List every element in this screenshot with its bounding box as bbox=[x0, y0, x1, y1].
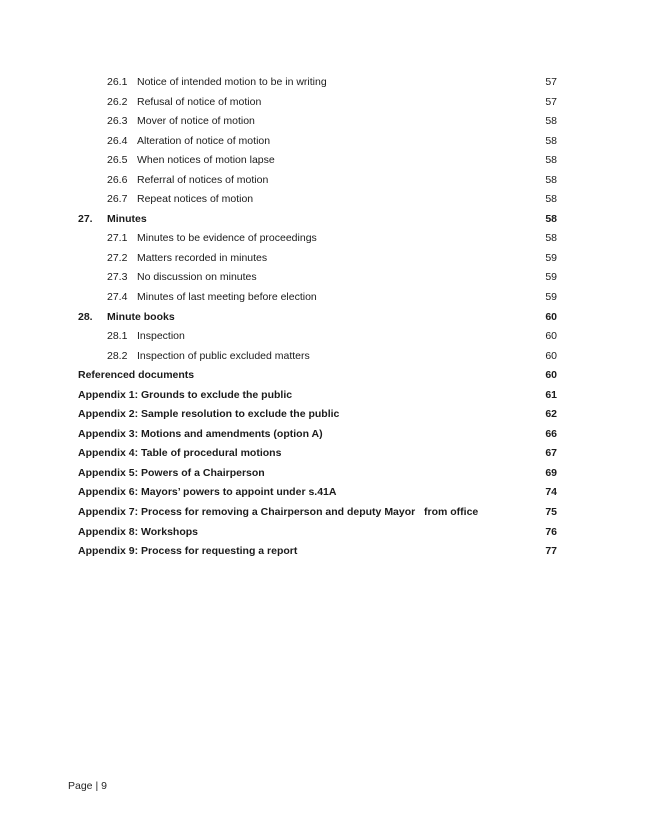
toc-row[interactable] bbox=[78, 542, 557, 562]
toc-entry-page: 75 bbox=[545, 503, 557, 523]
toc-entry-number: 28. bbox=[78, 310, 93, 323]
toc-entry-label: Referral of notices of motion bbox=[137, 173, 269, 186]
toc-entry-page: 58 bbox=[545, 112, 557, 132]
toc-entry-number: 26.4 bbox=[107, 134, 128, 147]
toc-entry-page: 57 bbox=[545, 93, 557, 113]
toc-entry-page: 58 bbox=[545, 229, 557, 249]
toc-row[interactable] bbox=[78, 327, 557, 347]
toc-row[interactable] bbox=[78, 503, 557, 523]
toc-entry-label: Appendix 3: Motions and amendments (option A) bbox=[78, 427, 323, 440]
toc-row[interactable] bbox=[78, 268, 557, 288]
toc-entry-number: 27.3 bbox=[107, 271, 128, 284]
toc-entry-page: 58 bbox=[545, 132, 557, 152]
toc-entry-label: Appendix 7: Process for removing a Chairperson and deputy Mayor from office bbox=[78, 506, 479, 519]
toc-entry-label: No discussion on minutes bbox=[137, 271, 257, 284]
toc-entry-page: 69 bbox=[545, 464, 557, 484]
toc-entry-label: Minute books bbox=[107, 310, 175, 323]
toc-entry-page: 74 bbox=[545, 483, 557, 503]
toc-entry-label: Appendix 9: Process for requesting a report bbox=[78, 545, 298, 558]
toc-entry-page: 76 bbox=[545, 523, 557, 543]
toc-row[interactable] bbox=[78, 132, 557, 152]
toc-entry-number: 28.2 bbox=[107, 349, 128, 362]
toc-entry-label: Minutes to be evidence of proceedings bbox=[137, 232, 317, 245]
toc-entry-page: 60 bbox=[545, 347, 557, 367]
toc-row[interactable] bbox=[78, 249, 557, 269]
toc-entry-number: 26.2 bbox=[107, 95, 128, 108]
toc-entry-page: 59 bbox=[545, 249, 557, 269]
toc-entry-page: 58 bbox=[545, 210, 557, 230]
toc-entry-page: 60 bbox=[545, 308, 557, 328]
toc-entry-label: When notices of motion lapse bbox=[137, 154, 275, 167]
toc-entry-number: 26.1 bbox=[107, 76, 128, 88]
toc-row[interactable] bbox=[78, 464, 557, 484]
toc-row[interactable] bbox=[78, 444, 557, 464]
toc-row[interactable] bbox=[78, 171, 557, 191]
toc-entry-label: Inspection of public excluded matters bbox=[137, 349, 310, 362]
toc-row[interactable] bbox=[78, 151, 557, 171]
toc-entry-page: 62 bbox=[545, 405, 557, 425]
toc-entry-number: 27.2 bbox=[107, 251, 128, 264]
toc-entry-page: 58 bbox=[545, 151, 557, 171]
toc-entry-label: Minutes of last meeting before election bbox=[137, 291, 317, 304]
toc-row[interactable] bbox=[78, 523, 557, 543]
toc-entry-page: 59 bbox=[545, 268, 557, 288]
toc-entry-label: Minutes bbox=[107, 212, 147, 225]
toc-entry-page: 77 bbox=[545, 542, 557, 562]
toc-entry-number: 26.6 bbox=[107, 173, 128, 186]
page-footer: Page | 9 bbox=[68, 780, 107, 792]
toc-entry-number: 27. bbox=[78, 212, 93, 225]
toc-row[interactable] bbox=[78, 73, 557, 93]
toc-entry-label: Appendix 4: Table of procedural motions bbox=[78, 447, 282, 460]
toc-row[interactable] bbox=[78, 229, 557, 249]
toc-row[interactable] bbox=[78, 112, 557, 132]
toc-entry-number: 26.7 bbox=[107, 193, 128, 206]
toc-entry-page: 61 bbox=[545, 386, 557, 406]
toc-entry-page: 60 bbox=[545, 327, 557, 347]
toc-entry-page: 57 bbox=[545, 73, 557, 93]
toc-entry-label: Appendix 5: Powers of a Chairperson bbox=[78, 466, 265, 479]
toc-entry-page: 58 bbox=[545, 171, 557, 191]
toc-row[interactable] bbox=[78, 93, 557, 113]
toc-entry-number: 27.4 bbox=[107, 291, 128, 304]
toc-entry-label: Refusal of notice of motion bbox=[137, 95, 262, 108]
table-of-contents bbox=[78, 73, 557, 562]
toc-entry-label: Appendix 2: Sample resolution to exclude the public bbox=[78, 408, 340, 421]
toc-entry-label: Appendix 8: Workshops bbox=[78, 525, 198, 538]
toc-entry-label: Inspection bbox=[137, 330, 185, 343]
toc-row[interactable] bbox=[78, 386, 557, 406]
toc-row[interactable] bbox=[78, 347, 557, 367]
toc-entry-page: 60 bbox=[545, 366, 557, 386]
toc-row[interactable] bbox=[78, 288, 557, 308]
toc-entry-label: Alteration of notice of motion bbox=[137, 134, 271, 147]
toc-entry-label: Mover of notice of motion bbox=[137, 115, 255, 128]
toc-entry-label: Notice of intended motion to be in writing bbox=[137, 76, 327, 88]
toc-entry-number: 27.1 bbox=[107, 232, 128, 245]
toc-entry-label: Referenced documents bbox=[78, 369, 195, 382]
toc-entry-number: 28.1 bbox=[107, 330, 128, 343]
toc-row[interactable] bbox=[78, 210, 557, 230]
toc-entry-number: 26.3 bbox=[107, 115, 128, 128]
toc-entry-page: 67 bbox=[545, 444, 557, 464]
toc-entry-page: 58 bbox=[545, 190, 557, 210]
toc-row[interactable] bbox=[78, 483, 557, 503]
toc-entry-number: 26.5 bbox=[107, 154, 128, 167]
toc-row[interactable] bbox=[78, 366, 557, 386]
toc-entry-page: 59 bbox=[545, 288, 557, 308]
toc-entry-page: 66 bbox=[545, 425, 557, 445]
toc-entry-label: Appendix 6: Mayors’ powers to appoint under s.41A bbox=[78, 486, 337, 499]
toc-row[interactable] bbox=[78, 425, 557, 445]
toc-row[interactable] bbox=[78, 190, 557, 210]
toc-row[interactable] bbox=[78, 405, 557, 425]
toc-entry-label: Matters recorded in minutes bbox=[137, 251, 268, 264]
toc-entry-label: Repeat notices of motion bbox=[137, 193, 254, 206]
toc-entry-label: Appendix 1: Grounds to exclude the public bbox=[78, 388, 293, 401]
toc-row[interactable] bbox=[78, 308, 557, 328]
